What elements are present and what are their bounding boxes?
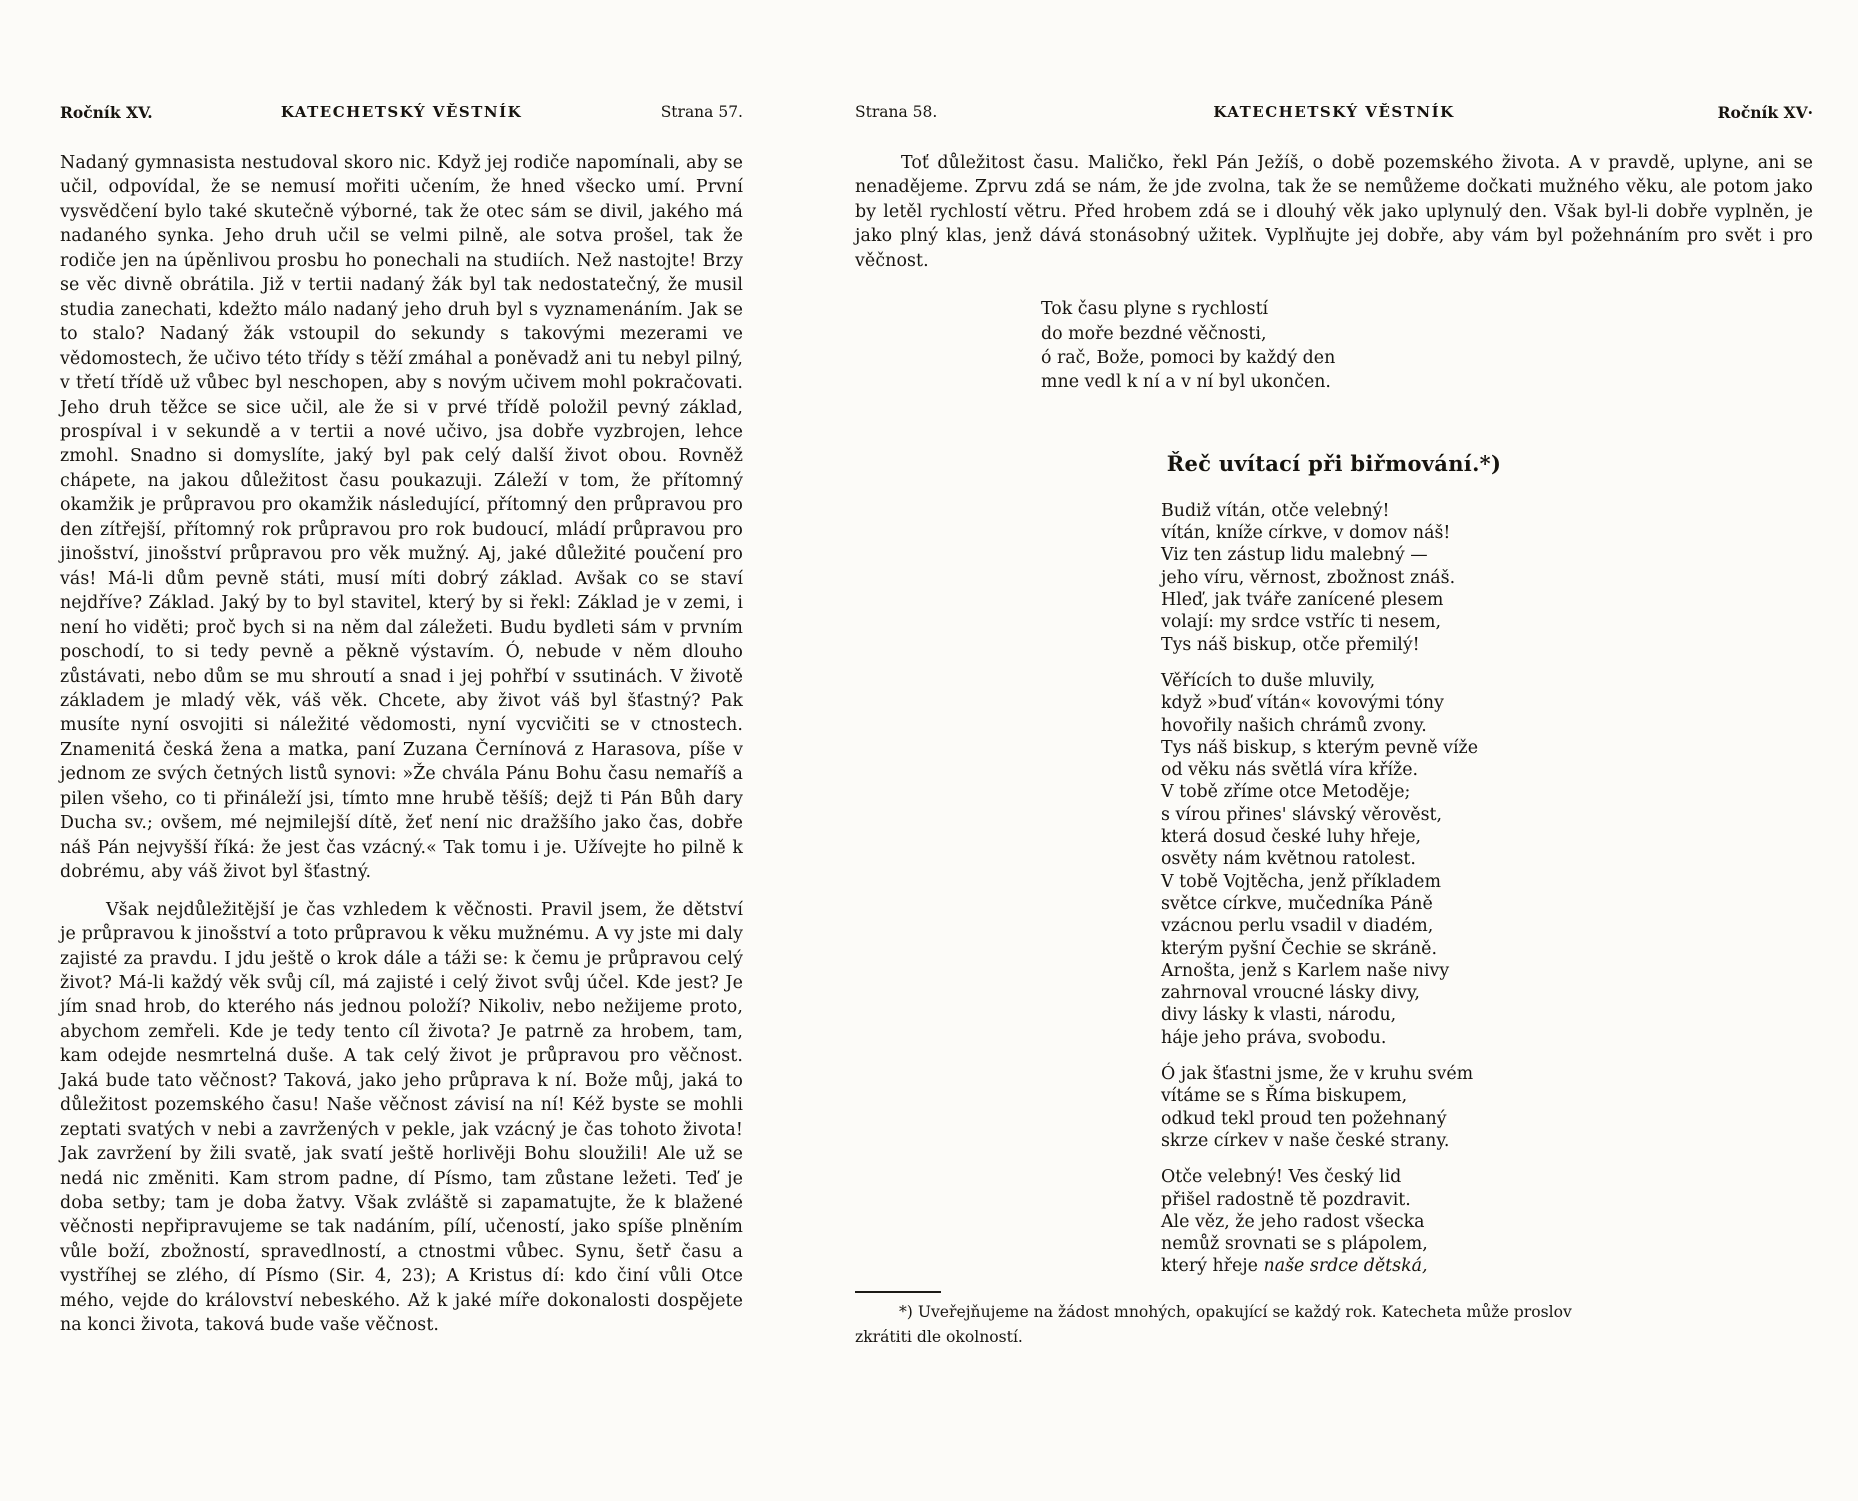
- quatrain-line: do moře bezdné věčnosti,: [1041, 323, 1267, 344]
- page-57-running-head: [60, 103, 743, 125]
- journal-title: KATECHETSKÝ VĚSTNÍK: [280, 103, 523, 121]
- body-paragraph: Však nejdůležitější je čas vzhledem k věčnosti. Pravil jsem, že dětství je průpravou k jinošství a toto průpravou k věku mužnému. A vy jste mi daly zajisté za pravdu. I jdu ještě o krok dále a táži se: k čemu je průpravou celý život? Má-li každý věk svůj cíl, má zajisté i celý život svůj účel. Kde jest? Je jím snad hrob, do kterého nás jednou položí? Nikoliv, nebo nežijeme proto, abychom zemřeli. Kde je tedy tento cíl života? Je patrně za hrobem, tam, kam odejde nesmrtelná duše. A tak celý život je průpravou pro věčnost. Jaká bude tato věčnost? Taková, jako jeho průprava k ní. Bože můj, jaká to důležitost pozemského času! Naše věčnost závisí na ní! Kéž byste se mohli zeptati svatých v nebi a zavržených v pekle, jak vzácný je čas tohoto života! Jak zavržení by žili svatě, jak svatí ještě horlivěji Bohu sloužili! Ale už se nedá nic změniti. Kam strom padne, dí Písmo, tam zůstane ležeti. Teď je doba setby; tam je doba žatvy. Však zvláště si zapamatujte, že k blažené věčnosti nepřipravujeme se tak nadáním, pílí, učeností, jako spíše plněním vůle boží, zbožností, spravedlností, a ctnostmi vůbec. Synu, šetř času a vystříhej se zlého, dí Písmo (Sir. 4, 23); A Kristus dí: kdo činí vůli Otce mého, vejde do království nebeského. Až k jaké míře dokonalosti dospějete na konci života, taková bude vaše věčnost.: [60, 899, 743, 1336]
- page-58-running-head: [855, 103, 1813, 125]
- poem-line: Hleď, jak tváře zanícené plesem: [1161, 590, 1444, 611]
- quatrain-line: mne vedl k ní a v ní byl ukončen.: [1041, 372, 1331, 393]
- poem-line: Otče velebný! Ves český lid: [1161, 1167, 1402, 1188]
- poem-line: divy lásky k vlasti, národu,: [1161, 1005, 1397, 1026]
- poem-line: Arnošta, jenž s Karlem naše nivy: [1161, 960, 1450, 981]
- poem-line: vítán, kníže církve, v domov náš!: [1161, 523, 1451, 544]
- poem-line: odkud tekl proud ten požehnaný: [1161, 1108, 1447, 1129]
- quatrain-line: Tok času plyne s rychlostí: [1041, 299, 1269, 320]
- page-57-body: [60, 151, 743, 1338]
- volume-label: Ročník XV·: [1717, 103, 1813, 122]
- poem-line: od věku nás světlá víra kříže.: [1161, 760, 1419, 781]
- poem-stanza: [1161, 1063, 1813, 1152]
- poem-line: volají: my srdce vstříc ti nesem,: [1161, 612, 1442, 633]
- poem-line: skrze církev v naše české strany.: [1161, 1130, 1450, 1151]
- poem-line-italic: naše srdce dětská,: [1263, 1256, 1428, 1277]
- footnote-separator: [855, 1291, 941, 1293]
- poem-line: světce církve, mučedníka Páně: [1161, 893, 1433, 914]
- poem-line: osvěty nám květnou ratolest.: [1161, 849, 1416, 870]
- poem-line: V tobě Vojtěcha, jenž příkladem: [1161, 871, 1441, 892]
- footnote: [855, 1300, 1813, 1350]
- poem-line: přišel radostně tě pozdravit.: [1161, 1189, 1411, 1210]
- body-paragraph: Toť důležitost času. Maličko, řekl Pán Ježíš, o době pozemského života. A v pravdě, uplyne, ani se nenadějeme. Zprvu zdá se nám, že jde zvolna, tak že se nemůžeme dočkati mužného věku, ale potom jako by letěl rychlostí větru. Před hrobem zdá se i dlouhý věk jako uplynulý den. Však byl-li dobře vyplněn, je jako plný klas, jenž dává stonásobný užitek. Vyplňujte jej dobře, aby vám byl požehnáním pro svět i pro věčnost.: [855, 153, 1813, 271]
- poem-line: hovořily našich chrámů zvony.: [1161, 715, 1427, 736]
- volume-label: Ročník XV.: [60, 103, 153, 122]
- poem-line: s vírou přines' slávský věrověst,: [1161, 804, 1443, 825]
- page-57: [60, 103, 743, 1338]
- poem-stanza: [1161, 670, 1813, 1049]
- poem-stanza: [1161, 1166, 1813, 1277]
- footnote-line: *) Uveřejňujeme na žádost mnohých, opakující se každý rok. Katecheta může proslov: [899, 1302, 1572, 1321]
- poem-line: zahrnoval vroucné lásky divy,: [1161, 983, 1420, 1004]
- poem-line: Viz ten zástup lidu malebný —: [1161, 545, 1428, 566]
- poem-line: když »buď vítán« kovovými tóny: [1161, 693, 1444, 714]
- quatrain: [1041, 297, 1813, 395]
- poem-line: háje jeho práva, svobodu.: [1161, 1027, 1387, 1048]
- poem-line: Tys náš biskup, otče přemilý!: [1161, 634, 1420, 655]
- poem-stanza: [1161, 500, 1813, 656]
- poem-line: jeho víru, věrnost, zbožnost znáš.: [1161, 567, 1456, 588]
- poem-line-regular: který hřeje: [1161, 1256, 1264, 1277]
- body-paragraph: Nadaný gymnasista nestudoval skoro nic. Když jej rodiče napomínali, aby se učil, odpovídal, že se nemusí mořiti učením, že hned všecko umí. První vysvědčení bylo také skutečně výborné, tak že otec sám se divil, jakého má nadaného synka. Jeho druh učil se velmi pilně, ale sotva prošel, tak že rodiče jen na úpěnlivou prosbu ho ponechali na studiích. Než nastojte! Brzy se věc divně obrátila. Již v tertii nadaný žák byl tak nedostatečný, že musil studia zanechati, kdežto málo nadaný jeho druh byl s vyznamenáním. Jak se to stalo? Nadaný žák vstoupil do sekundy s takovými mezerami ve vědomostech, že učivo této třídy s těží zmáhal a poněvadž ani tu nebyl pilný, v třetí třídě už vůbec byl neschopen, aby s novým učivem mohl pokračovati. Jeho druh těžce se sice učil, ale že si v prvé třídě položil pevný základ, prospíval i v sekundě a v tertii a nové učivo, jsa dobře vyzbrojen, lehce zmohl. Snadno si domyslíte, jaký byl pak celý další život obou. Rovněž chápete, na jakou důležitost času poukazuji. Záleží v tom, že přítomný okamžik je průpravou pro okamžik následující, přítomný den průpravou pro den zítřejší, přítomný rok průpravou pro rok budoucí, mládí průpravou pro jinošství, jinošství průpravou pro věk mužný. Aj, jaké důležité poučení pro vás! Má-li dům pevně státi, musí míti dobrý základ. Avšak co se staví nejdříve? Základ. Jaký by to byl stavitel, který by si řekl: Základ je v zemi, i není ho viděti; proč bych si na něm dal záležeti. Budu bydleti sám v prvním poschodí, to si tedy pevně a pěkně výstavím. Ó, nebude v něm dlouho zůstávati, nebo dům se mu shroutí a snad i jej pohřbí v ssutinách. V životě základem je mladý věk, váš věk. Chcete, aby život váš byl šťastný? Pak musíte nyní osvojiti si náležité vědomosti, nyní vycvičiti se v ctnostech. Znamenitá česká žena a matka, paní Zuzana Černínová z Harasova, píše v jednom ze svých četných listů synovi: »Že chvála Pánu Bohu času nemaříš a pilen všeho, co ti přináleží jsi, tímto mne hrubě těšíš; dejž ti Pán Bůh dary Ducha sv.; ovšem, mé nejmilejší dítě, žeť není nic dražšího jako čas, dobře náš Pán nejvyšší říká: že jest čas vzácný.« Tak tomu i je. Užívejte ho pilně k dobrému, aby váš život byl šťastný.: [60, 153, 743, 883]
- poem-line: V tobě zříme otce Metoděje;: [1161, 782, 1411, 803]
- poem-line: Ale věz, že jeho radost všecka: [1161, 1211, 1425, 1232]
- page-58: [855, 103, 1813, 1350]
- poem-line: [1161, 1255, 1813, 1277]
- poem-line: Věřících to duše mluvily,: [1161, 670, 1376, 691]
- poem-line: kterým pyšní Čechie se skráně.: [1161, 938, 1437, 959]
- poem-line: Budiž vítán, otče velebný!: [1161, 500, 1390, 521]
- page-number: Strana 58.: [855, 103, 938, 121]
- page-number: Strana 57.: [660, 103, 743, 121]
- poem-line: Ó jak šťastni jsme, že v kruhu svém: [1161, 1064, 1474, 1085]
- poem-line: Tys náš biskup, s kterým pevně víže: [1161, 737, 1478, 758]
- journal-title: KATECHETSKÝ VĚSTNÍK: [1213, 103, 1455, 121]
- poem-line: která dosud české luhy hřeje,: [1161, 827, 1422, 848]
- poem-line: vítáme se s Říma biskupem,: [1161, 1086, 1408, 1107]
- poem-title: Řeč uvítací při biřmování.*): [1166, 450, 1502, 476]
- poem-line: vzácnou perlu vsadil v diadém,: [1161, 916, 1434, 937]
- quatrain-line: ó rač, Bože, pomoci by každý den: [1041, 348, 1336, 369]
- poem-line: nemůž srovnati se s plápolem,: [1161, 1234, 1428, 1255]
- footnote-line: zkrátiti dle okolností.: [855, 1327, 1023, 1346]
